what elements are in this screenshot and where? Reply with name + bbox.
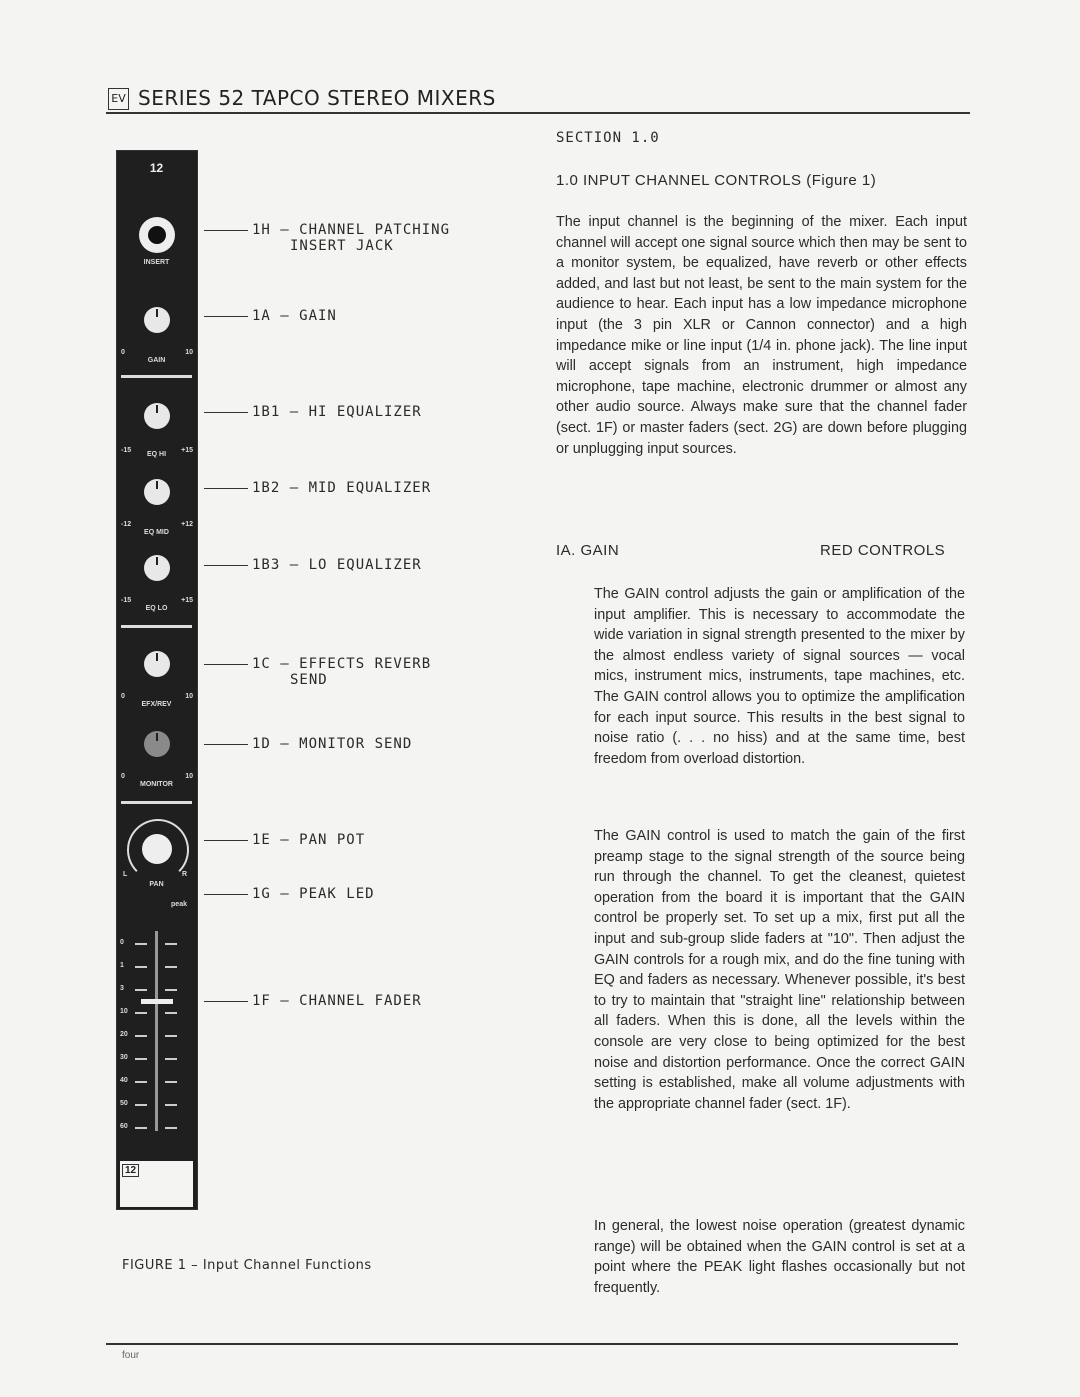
insert-jack xyxy=(139,217,175,253)
fader-scale-label: 10 xyxy=(120,1008,128,1015)
subhead-red-controls: RED CONTROLS xyxy=(820,542,946,559)
channel-strip-figure xyxy=(116,150,198,1210)
channel-box-number: 12 xyxy=(122,1164,139,1177)
footer-rule xyxy=(106,1343,958,1345)
strip-separator xyxy=(121,375,192,378)
paragraph-gain-purpose: The GAIN control adjusts the gain or amplification of the input amplifier. This is necessary to accommodate the wide variation in signal strength presented to the mixer by the almost endless variety of signal sources — vocal mics, instrument mics, instruments, tape machines, etc. The GAIN control allows you to optimize the amplification for each input source. This results in the best signal to noise ratio (. . . no hiss) and at the same time, best freedom from overload distortion. xyxy=(594,586,965,767)
leader-line xyxy=(204,894,248,895)
pan-label: PAN xyxy=(149,881,164,888)
eq-hi-max: +15 xyxy=(181,447,193,454)
fader-scale-label: 30 xyxy=(120,1054,128,1061)
callout-text-cont: INSERT JACK xyxy=(290,238,394,254)
fader-track xyxy=(155,931,158,1131)
page-folio: four xyxy=(122,1350,140,1361)
gain-min: 0 xyxy=(121,349,125,356)
monitor-min: 0 xyxy=(121,773,125,780)
callout-text: 1F – CHANNEL FADER xyxy=(252,993,422,1009)
pan-knob xyxy=(142,834,172,864)
monitor-label: MONITOR xyxy=(140,781,173,788)
leader-line xyxy=(204,565,248,566)
eq-hi-knob xyxy=(144,403,170,429)
paragraph-gain-general: In general, the lowest noise operation (greatest dynamic range) will be obtained when the GAIN control is set at a point where the PEAK light flashes occasionally but not frequently. xyxy=(594,1218,965,1296)
fader-tick xyxy=(135,1035,147,1037)
fader-tick xyxy=(135,1081,147,1083)
callout-text: 1E – PAN POT xyxy=(252,832,366,848)
callout-1g xyxy=(204,886,375,902)
fader-tick xyxy=(135,943,147,945)
gain-label: GAIN xyxy=(147,357,166,364)
pan-right: R xyxy=(181,871,187,878)
paragraph-gain-setup: The GAIN control is used to match the gain of the first preamp stage to the signal strength of the source being run through the channel. To get the cleanest, quietest operation from the board it is important that the GAIN control be properly set. To set up a mix, first put all the input and sub-group slide faders at "10". Then adjust the GAIN controls for a rough mix, and do the fine tuning with EQ and faders as necessary. Whenever possible, it's best to try to maintain that "straight line" relationship between all faders. When this is done, all the levels within the console are very close to being optimized for the best noise and distortion performance. Once the correct GAIN setting is established, make all volume adjustments with the appropriate channel fader (sect. 1F). xyxy=(594,828,965,1112)
fader-tick xyxy=(135,989,147,991)
callout-text: 1G – PEAK LED xyxy=(252,886,375,902)
fader-scale-label: 60 xyxy=(120,1123,128,1130)
callout-text: 1H – CHANNEL PATCHING xyxy=(252,222,451,238)
monitor-knob xyxy=(144,731,170,757)
callout-1c xyxy=(204,656,431,688)
channel-number: 12 xyxy=(149,161,164,175)
fader-tick xyxy=(135,1058,147,1060)
section-heading: 1.0 INPUT CHANNEL CONTROLS (Figure 1) xyxy=(556,172,877,189)
leader-line xyxy=(204,316,248,317)
fader-tick xyxy=(165,943,177,945)
fader-tick xyxy=(135,966,147,968)
pan-left: L xyxy=(123,871,128,878)
fader-tick xyxy=(165,1012,177,1014)
gain-knob xyxy=(144,307,170,333)
eq-lo-max: +15 xyxy=(181,597,193,604)
callout-1d xyxy=(204,736,412,752)
fader-tick xyxy=(135,1012,147,1014)
header-rule xyxy=(106,112,970,114)
insert-label: INSERT xyxy=(143,259,170,266)
leader-line xyxy=(204,1001,248,1002)
callout-1a xyxy=(204,308,337,324)
callout-text: 1A – GAIN xyxy=(252,308,337,324)
channel-label-box xyxy=(120,1161,193,1207)
fader-scale-label: 50 xyxy=(120,1100,128,1107)
efx-label: EFX/REV xyxy=(141,701,172,708)
figure-caption: FIGURE 1 – Input Channel Functions xyxy=(122,1258,372,1273)
gain-max: 10 xyxy=(185,349,193,356)
leader-line xyxy=(204,664,248,665)
callout-1e xyxy=(204,832,365,848)
page-title: SERIES 52 TAPCO STEREO MIXERS xyxy=(138,86,496,110)
fader-scale-label: 20 xyxy=(120,1031,128,1038)
leader-line xyxy=(204,412,248,413)
paragraph-intro: The input channel is the beginning of the mixer. Each input channel will accept one signal source which then may be sent to a monitor system, be equalized, have reverb or other effects added, and last but not least, be sent to the main system for the audience to hear. Each input has a low impedance microphone input (the 3 pin XLR or Cannon connector) and a high impedance mike or line input (1/4 in. phone jack). The line input will accept signals from an instrument, high impedance microphone, tape machine, electronic drummer or almost any other audio source. Always make sure that the channel fader (sect. 1F) or master faders (sect. 2G) are down before plugging or unplugging input sources. xyxy=(556,214,967,457)
monitor-max: 10 xyxy=(185,773,193,780)
fader-scale-label: 0 xyxy=(120,939,124,946)
callout-text: 1C – EFFECTS REVERB xyxy=(252,656,432,672)
strip-separator xyxy=(121,625,192,628)
eq-mid-min: -12 xyxy=(121,521,132,528)
eq-hi-min: -15 xyxy=(121,447,132,454)
leader-line xyxy=(204,840,248,841)
fader-tick xyxy=(165,966,177,968)
fader-tick xyxy=(165,1035,177,1037)
fader-tick xyxy=(165,1104,177,1106)
callout-1b1 xyxy=(204,404,422,420)
callout-text: 1D – MONITOR SEND xyxy=(252,736,413,752)
callout-1b2 xyxy=(204,480,431,496)
fader-tick xyxy=(135,1104,147,1106)
fader-tick xyxy=(165,1081,177,1083)
callout-1b3 xyxy=(204,557,422,573)
eq-hi-label: EQ HI xyxy=(146,451,167,458)
callout-text-cont: SEND xyxy=(290,672,328,688)
fader-scale-label: 3 xyxy=(120,985,124,992)
callout-text: 1B1 – HI EQUALIZER xyxy=(252,404,422,420)
fader-scale-label: 40 xyxy=(120,1077,128,1084)
callout-text: 1B3 – LO EQUALIZER xyxy=(252,557,422,573)
strip-separator xyxy=(121,801,192,804)
eq-mid-label: EQ MID xyxy=(144,529,169,536)
peak-label: peak xyxy=(171,901,187,908)
eq-lo-knob xyxy=(144,555,170,581)
section-label: SECTION 1.0 xyxy=(556,130,660,146)
fader-tick xyxy=(165,989,177,991)
leader-line xyxy=(204,230,248,231)
fader-cap xyxy=(141,999,173,1004)
callout-1f xyxy=(204,993,422,1009)
fader-tick xyxy=(165,1058,177,1060)
ev-logo: EV xyxy=(108,88,129,110)
callout-text: 1B2 – MID EQUALIZER xyxy=(252,480,432,496)
fader-tick xyxy=(135,1127,147,1129)
leader-line xyxy=(204,744,248,745)
callout-1h xyxy=(204,222,450,254)
eq-mid-max: +12 xyxy=(181,521,193,528)
efx-knob xyxy=(144,651,170,677)
leader-line xyxy=(204,488,248,489)
subhead-gain: IA. GAIN xyxy=(556,542,620,559)
eq-lo-label: EQ LO xyxy=(145,605,168,612)
fader-tick xyxy=(165,1127,177,1129)
eq-lo-min: -15 xyxy=(121,597,132,604)
efx-max: 10 xyxy=(185,693,193,700)
efx-min: 0 xyxy=(121,693,125,700)
fader-scale-label: 1 xyxy=(120,962,124,969)
eq-mid-knob xyxy=(144,479,170,505)
